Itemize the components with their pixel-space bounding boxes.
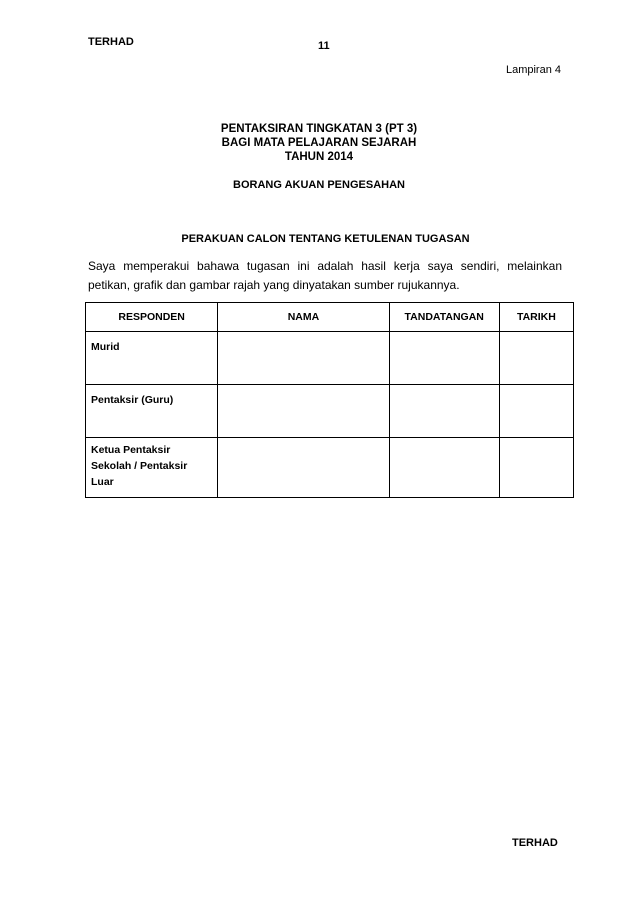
attachment-label: Lampiran 4 <box>505 64 561 76</box>
column-header-nama: NAMA <box>218 303 389 332</box>
nama-cell[interactable] <box>218 385 389 438</box>
tandatangan-cell[interactable] <box>389 385 499 438</box>
column-header-responden: RESPONDEN <box>86 303 218 332</box>
responden-cell: Pentaksir (Guru) <box>86 385 218 438</box>
declaration-text: Saya memperakui bahawa tugasan ini adalah hasil kerja saya sendiri, melainkan petikan, grafik dan gambar rajah yang dinyatakan sumber rujukannya. <box>88 259 562 292</box>
title-line-3: TAHUN 2014 <box>284 151 354 163</box>
section-title: PERAKUAN CALON TENTANG KETULENAN TUGASAN <box>181 233 470 245</box>
tarikh-cell[interactable] <box>499 438 573 498</box>
page-number: 11 <box>318 40 330 52</box>
footer-classification: TERHAD <box>512 837 558 849</box>
responden-cell: Murid <box>86 332 218 385</box>
document-title <box>0 122 638 164</box>
table-row <box>86 332 574 385</box>
nama-cell[interactable] <box>218 332 389 385</box>
header-classification: TERHAD <box>88 36 134 48</box>
table-row <box>86 438 574 498</box>
tandatangan-cell[interactable] <box>389 332 499 385</box>
column-header-tandatangan: TANDATANGAN <box>389 303 499 332</box>
table-header-row <box>86 303 574 332</box>
title-line-2: BAGI MATA PELAJARAN SEJARAH <box>221 137 417 149</box>
tarikh-cell[interactable] <box>499 332 573 385</box>
column-header-tarikh: TARIKH <box>499 303 573 332</box>
respondent-table <box>85 302 574 498</box>
responden-cell: Ketua Pentaksir Sekolah / Pentaksir Luar <box>86 438 218 498</box>
title-line-1: PENTAKSIRAN TINGKATAN 3 (PT 3) <box>220 123 418 135</box>
tarikh-cell[interactable] <box>499 385 573 438</box>
tandatangan-cell[interactable] <box>389 438 499 498</box>
table-row <box>86 385 574 438</box>
form-title: BORANG AKUAN PENGESAHAN <box>233 179 405 191</box>
nama-cell[interactable] <box>218 438 389 498</box>
